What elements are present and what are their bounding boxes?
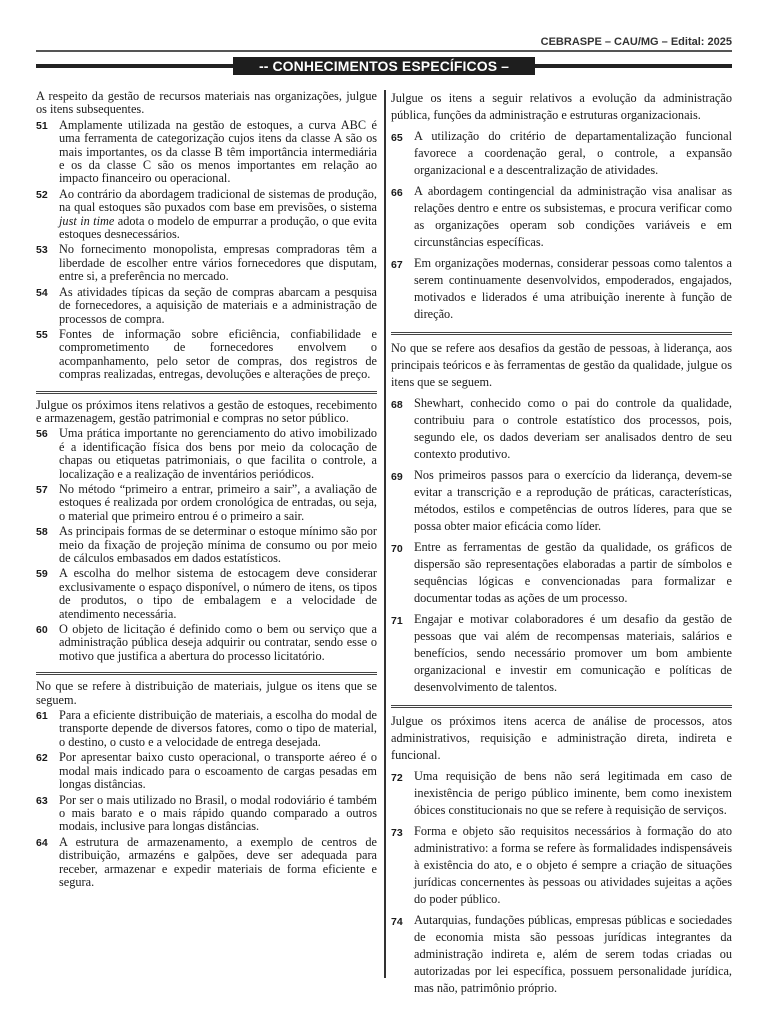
question-text: A estrutura de armazenamento, a exemplo de centros de distribuição, armazéns e galpões, deve ser adequada para receber, armazenar e expedir materiais de forma eficiente e segura. bbox=[59, 834, 377, 889]
section-administracao-publica bbox=[391, 90, 732, 323]
question-number: 71 bbox=[391, 615, 403, 627]
section-intro: No que se refere à distribuição de materiais, julgue os itens que se seguem. bbox=[36, 679, 377, 707]
question-number: 54 bbox=[36, 286, 48, 299]
question-text: Fontes de informação sobre eficiência, confiabilidade e comprometimento de fornecedores envolvem o acompanhamento, pelo setor de compras, dos registros de compras realizadas, entregas, devoluções e alterações de preço. bbox=[59, 326, 377, 382]
question-number: 53 bbox=[36, 244, 48, 257]
question-number: 74 bbox=[391, 916, 403, 928]
question-text-part: Ao contrário da abordagem tradicional de sistemas de produção, na qual estoques são puxados com base em previsões, o sistema bbox=[59, 186, 377, 215]
question-item bbox=[36, 525, 377, 565]
left-column bbox=[36, 90, 377, 889]
question-number: 52 bbox=[36, 188, 48, 201]
header-rule bbox=[36, 50, 732, 52]
question-number: 57 bbox=[36, 483, 48, 496]
question-item bbox=[391, 395, 732, 463]
question-item bbox=[36, 119, 377, 186]
question-number: 73 bbox=[391, 827, 403, 839]
question-text: Autarquias, fundações públicas, empresas públicas e sociedades de economia mista são pessoas jurídicas integrantes da administração indireta e, além de serem todas criadas ou autorizadas por lei específica, possuem personalidade jurídica, mas não, patrimônio próprio. bbox=[414, 913, 732, 995]
section-recursos-materiais bbox=[36, 90, 377, 382]
question-text: A escolha do melhor sistema de estocagem deve considerar exclusivamente o espaço disponível, o número de itens, os tipos de produtos, o tipo de embalagem e a velocidade de atendimento necessária. bbox=[59, 566, 377, 621]
question-text: Amplamente utilizada na gestão de estoques, a curva ABC é uma ferramenta de categorização cujos itens da classe A são os mais importantes, os da classe B têm importância intermediária e os da classe C são os menos importantes em relação ao impacto financeiro ou operacional. bbox=[59, 117, 377, 186]
question-item bbox=[36, 286, 377, 326]
question-number: 51 bbox=[36, 119, 48, 132]
section-intro: Julgue os próximos itens relativos a gestão de estoques, recebimento e armazenagem, gestão patrimonial e compras no setor público. bbox=[36, 397, 377, 425]
question-text: Nos primeiros passos para o exercício da liderança, devem-se evitar a transcrição e a reprodução de práticas, características, métodos, estilos e competências de outros líderes, para que se possa obter maior eficácia como líder. bbox=[414, 468, 732, 533]
section-banner bbox=[36, 56, 732, 76]
question-number: 67 bbox=[391, 259, 403, 271]
question-number: 62 bbox=[36, 752, 48, 765]
question-item bbox=[36, 794, 377, 834]
question-item bbox=[391, 823, 732, 908]
question-item bbox=[36, 427, 377, 481]
question-item bbox=[36, 483, 377, 523]
question-item bbox=[36, 567, 377, 621]
question-text: As atividades típicas da seção de compras abarcam a pesquisa de fornecedores, a aquisição de materiais e a administração de processos de compra. bbox=[59, 284, 377, 326]
section-intro: No que se refere aos desafios da gestão de pessoas, à liderança, aos principais teóricos e às ferramentas de gestão da qualidade, julgue os itens que se seguem. bbox=[391, 341, 732, 389]
emphasis-term: just in time bbox=[59, 213, 115, 228]
question-item bbox=[36, 836, 377, 890]
question-number: 61 bbox=[36, 710, 48, 723]
question-item bbox=[391, 467, 732, 535]
question-number: 72 bbox=[391, 772, 403, 784]
question-number: 56 bbox=[36, 428, 48, 441]
question-text: No método “primeiro a entrar, primeiro a sair”, a avaliação de estoques é realizada por ordem cronológica de entradas, ou seja, o material que primeiro entrou é o primeiro a sair. bbox=[59, 481, 377, 523]
question-item bbox=[36, 751, 377, 791]
question-text: Por ser o mais utilizado no Brasil, o modal rodoviário é também o mais barato e o mais rápido quando comparado a outros modais, inclusive para longas distâncias. bbox=[59, 792, 377, 834]
question-number: 70 bbox=[391, 543, 403, 555]
question-number: 60 bbox=[36, 624, 48, 637]
question-text-part: adota o modelo de empurrar a produção, o que evita estoques desnecessários. bbox=[59, 213, 377, 242]
question-number: 66 bbox=[391, 187, 403, 199]
section-intro: Julgue os próximos itens acerca de análise de processos, atos administrativos, requisição e administração direta, indireta e funcional. bbox=[391, 714, 732, 762]
question-text: As principais formas de se determinar o estoque mínimo são por meio da fixação de projeção mínima de consumo ou por meio de cálculos embasados em dados estatísticos. bbox=[59, 524, 377, 565]
question-number: 64 bbox=[36, 836, 48, 849]
section-distribuicao bbox=[36, 672, 377, 889]
section-processos-atos bbox=[391, 705, 732, 997]
question-text: Em organizações modernas, considerar pessoas como talentos a serem continuamente desenvolvidos, empoderados, engajados, motivados e liderados é uma atribuição inerente à função de direção. bbox=[414, 256, 732, 321]
question-item bbox=[391, 539, 732, 607]
question-text: O objeto de licitação é definido como o bem ou serviço que a administração pública deseja adquirir ou contratar, sendo esse o motivo que justifica a abertura do processo licitatório. bbox=[59, 622, 377, 663]
question-item bbox=[36, 188, 377, 242]
exam-header: CEBRASPE – CAU/MG – Edital: 2025 bbox=[540, 36, 732, 48]
section-intro: Julgue os itens a seguir relativos a evolução da administração pública, funções da administração e estruturas organizacionais. bbox=[391, 91, 732, 122]
column-divider bbox=[384, 90, 386, 978]
question-text: Entre as ferramentas de gestão da qualidade, os gráficos de dispersão são representações elaboradas a partir de símbolos e sequências lógicas e convencionadas para formalizar e documentar todas as ações de um processo. bbox=[414, 540, 732, 605]
question-text: Uma prática importante no gerenciamento do ativo imobilizado é a identificação física dos bens por meio da colocação de chapas ou etiquetas patrimoniais, o que facilita o controle, a localização e a realização de inventários periódicos. bbox=[59, 426, 377, 481]
section-title: -- CONHECIMENTOS ESPECÍFICOS – bbox=[233, 57, 535, 75]
question-text: A utilização do critério de departamentalização funcional favorece a coordenação geral, o controle, a expansão organizacional e a descentralização de atividades. bbox=[414, 129, 732, 177]
question-number: 65 bbox=[391, 132, 403, 144]
right-column bbox=[391, 90, 732, 997]
question-text bbox=[59, 188, 377, 242]
section-intro: A respeito da gestão de recursos materiais nas organizações, julgue os itens subsequentes. bbox=[36, 89, 377, 117]
question-number: 59 bbox=[36, 568, 48, 581]
question-text: A abordagem contingencial da administração visa analisar as relações dentro e entre os subsistemas, e procura verificar como as organizações operam sob condições variáveis e em circunstâncias específicas. bbox=[414, 184, 732, 249]
section-gestao-pessoas bbox=[391, 332, 732, 696]
question-item bbox=[391, 183, 732, 251]
question-number: 63 bbox=[36, 794, 48, 807]
question-text: Uma requisição de bens não será legitimada em caso de inexistência de perigo público iminente, bem como inexistem óbices constitucionais no que se refere à requisição de serviços. bbox=[414, 769, 732, 817]
question-number: 58 bbox=[36, 526, 48, 539]
question-item bbox=[391, 912, 732, 997]
question-item bbox=[391, 768, 732, 819]
question-number: 68 bbox=[391, 399, 403, 411]
question-text: Engajar e motivar colaboradores é um desafio da gestão de pessoas que vai além de recompensas materiais, salários e benefícios, sendo necessário promover um bom ambiente organizacional e investir em comunicação e políticas de desenvolvimento de talentos. bbox=[414, 612, 732, 694]
question-item bbox=[391, 128, 732, 179]
question-item bbox=[391, 255, 732, 323]
question-number: 69 bbox=[391, 471, 403, 483]
question-text: No fornecimento monopolista, empresas compradoras têm a liberdade de escolher entre vários fornecedores que disputam, entre si, a preferência no mercado. bbox=[59, 242, 377, 284]
question-item bbox=[36, 243, 377, 283]
question-number: 55 bbox=[36, 328, 48, 341]
section-estoques-compras bbox=[36, 391, 377, 664]
question-text: Para a eficiente distribuição de materiais, a escolha do modal de transporte depende de diversos fatores, como o tipo de material, o destino, o custo e a velocidade de entrega desejada. bbox=[59, 708, 377, 749]
question-item bbox=[36, 709, 377, 749]
question-item bbox=[36, 623, 377, 663]
question-item bbox=[391, 611, 732, 696]
question-text: Shewhart, conhecido como o pai do controle da qualidade, contribuiu para o controle estatístico dos processos, pois, segundo ele, os dados deveriam ser analisados dentro de seu contexto produtivo. bbox=[414, 396, 732, 461]
question-text: Por apresentar baixo custo operacional, o transporte aéreo é o modal mais indicado para o escoamento de cargas pesadas em longas distâncias. bbox=[59, 750, 377, 792]
question-text: Forma e objeto são requisitos necessários à formação do ato administrativo: a forma se refere às formalidades indispensáveis à existência do ato, e o objeto é sempre a criação de situações jurídicas concernentes às pessoas ou atividades sujeitas a ações do poder público. bbox=[414, 824, 732, 906]
question-item bbox=[36, 328, 377, 382]
